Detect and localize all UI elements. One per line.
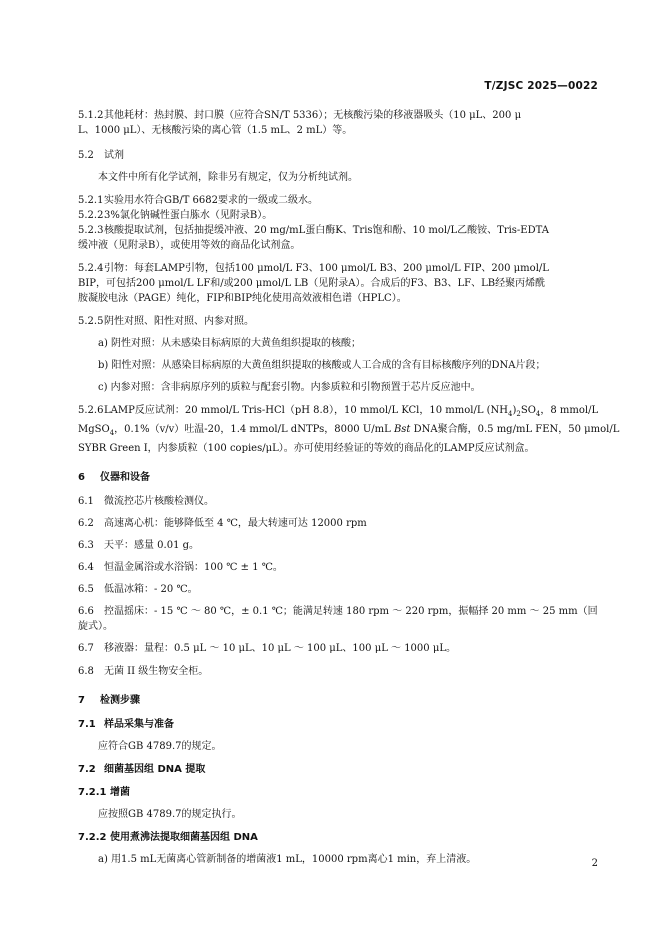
clause-5-2-5 bbox=[78, 314, 602, 329]
clause-number: 6.3 bbox=[78, 540, 94, 551]
section-6-heading: 6 仪器和设备 bbox=[78, 472, 150, 483]
clause-text: 引物：每套LAMP引物，包括100 μmol/L F3、100 μmol/L B3、200 μmol/L FIP、200 μmol/L bbox=[104, 263, 549, 274]
clause-5-2-3 bbox=[78, 223, 602, 253]
clause-number: 6.7 bbox=[78, 643, 94, 654]
clause-6-1: 6.1 微流控芯片核酸检测仪。 bbox=[78, 496, 214, 507]
clause-5-1-2 bbox=[78, 108, 602, 138]
section-7-heading: 7 检测步骤 bbox=[78, 695, 140, 706]
reagent-intro: 本文件中所有化学试剂，除非另有规定，仅为分析纯试剂。 bbox=[98, 172, 358, 183]
clause-6-2: 6.2 高速离心机：能够降低至 4 ℃，最大转速可达 12000 rpm bbox=[78, 518, 367, 529]
clause-text-cont: 胺凝胶电泳（PAGE）纯化，FIP和BIP纯化使用高效液相色谱（HPLC）。 bbox=[78, 293, 407, 304]
clause-5-2-4 bbox=[78, 261, 602, 306]
clause-5-2-1 bbox=[78, 193, 602, 208]
clause-number: 5.2 bbox=[78, 150, 94, 161]
clause-7-1-text: 应符合GB 4789.7的规定。 bbox=[98, 741, 222, 752]
clause-number: 6.1 bbox=[78, 496, 94, 507]
clause-6-4: 6.4 恒温金属浴或水浴锅：100 ℃ ± 1 ℃。 bbox=[78, 562, 283, 573]
clause-7-2-2-heading: 7.2.2 使用煮沸法提取细菌基因组 DNA bbox=[78, 832, 258, 843]
clause-text: 3%氯化钠碱性蛋白胨水（见附录B）。 bbox=[104, 210, 273, 221]
clause-number: 6.5 bbox=[78, 584, 94, 595]
clause-6-8: 6.8 无菌 II 级生物安全柜。 bbox=[78, 666, 209, 677]
list-item-b: b) 阳性对照：从感染目标病原的大黄鱼组织提取的核酸或人工合成的含有目标核酸序列的DNA片段； bbox=[98, 360, 546, 371]
clause-text-cont: BIP，可包括200 μmol/L LF和/或200 μmol/L LB（见附录A）。合成后的F3、B3、LF、LB经聚丙烯酰 bbox=[78, 278, 546, 289]
clause-number: 5.2.3 bbox=[78, 225, 104, 236]
clause-6-6: 6.6 控温摇床：- 15 ℃ ～ 80 ℃，± 0.1 ℃；能满足转速 180 rpm ～ 220 rpm，振幅择 20 mm ～ 25 mm（回 旋式）。 bbox=[78, 606, 598, 632]
clause-5-2-2 bbox=[78, 208, 602, 223]
document-code: T/ZJSC 2025—0022 bbox=[484, 80, 598, 92]
clause-7-2-1-heading: 7.2.1 增菌 bbox=[78, 787, 130, 798]
clause-number: 6.4 bbox=[78, 562, 94, 573]
list-item-a: a) 用1.5 mL无菌离心管新制备的增菌液1 mL，10000 rpm离心1 min，弃上清液。 bbox=[98, 854, 477, 865]
clause-text: 其他耗材：热封膜、封口膜（应符合SN/T 5336）；无核酸污染的移液器吸头（10 μL、200 μ bbox=[104, 110, 522, 121]
clause-number: 5.2.6 bbox=[78, 405, 104, 416]
clause-text-cont: L、1000 μL）、无核酸污染的离心管（1.5 mL、2 mL）等。 bbox=[78, 125, 353, 136]
page-number: 2 bbox=[591, 858, 598, 869]
clause-number: 5.2.4 bbox=[78, 263, 104, 274]
clause-5-2 bbox=[78, 148, 602, 163]
clause-number: 6.2 bbox=[78, 518, 94, 529]
clause-number: 5.2.1 bbox=[78, 195, 104, 206]
clause-6-7: 6.7 移液器：量程：0.5 μL ～ 10 μL、10 μL ～ 100 μL、100 μL ～ 1000 μL。 bbox=[78, 643, 456, 654]
list-item-a: a) 阴性对照：从未感染目标病原的大黄鱼组织提取的核酸； bbox=[98, 338, 362, 349]
page-body bbox=[78, 108, 620, 867]
clause-7-2-heading: 7.2 细菌基因组 DNA 提取 bbox=[78, 764, 206, 775]
clause-number: 5.2.2 bbox=[78, 210, 104, 221]
clause-text-cont: 缓冲液（见附录B），或使用等效的商品化试剂盒。 bbox=[78, 240, 301, 251]
clause-number: 5.2.5 bbox=[78, 316, 104, 327]
clause-number: 6.8 bbox=[78, 666, 94, 677]
clause-text: 实验用水符合GB/T 6682要求的一级或二级水。 bbox=[104, 195, 319, 206]
clause-5-2-6: 5.2.6LAMP反应试剂：20 mmol/L Tris-HCl（pH 8.8），10 mmol/L KCl，10 mmol/L $(NH_4)_2SO_4$，8 mmol/L MgSO$_4$，0.1%（v/v）吐温-20，1.4 mmol/L dNTPs，8000 U/mL Bst DNA聚合酶，0.5 mg/mL FEN，50 μmol/L SYBR Green I，内参质粒（100 copies/μL）。亦可使用经验证的等效的商品化的LAMP反应试剂盒。 bbox=[78, 405, 620, 454]
clause-text: 核酸提取试剂，包括抽提缓冲液、20 mg/mL蛋白酶K、Tris饱和酚、10 mol/L乙酸铵、Tris-EDTA bbox=[104, 225, 549, 236]
clause-number: 5.1.2 bbox=[78, 110, 104, 121]
clause-7-1-heading: 7.1 样品采集与准备 bbox=[78, 719, 174, 730]
list-item-c: c) 内参对照：含非病原序列的质粒与配套引物。内参质粒和引物预置于芯片反应池中。 bbox=[98, 382, 481, 393]
clause-number: 6.6 bbox=[78, 606, 94, 617]
clause-6-3: 6.3 天平：感量 0.01 g。 bbox=[78, 540, 200, 551]
clause-7-2-1-text: 应按照GB 4789.7的规定执行。 bbox=[98, 809, 242, 820]
clause-text: 阴性对照、阳性对照、内参对照。 bbox=[104, 316, 254, 327]
clause-title: 试剂 bbox=[104, 150, 124, 161]
clause-6-5: 6.5 低温冰箱：- 20 ℃。 bbox=[78, 584, 198, 595]
